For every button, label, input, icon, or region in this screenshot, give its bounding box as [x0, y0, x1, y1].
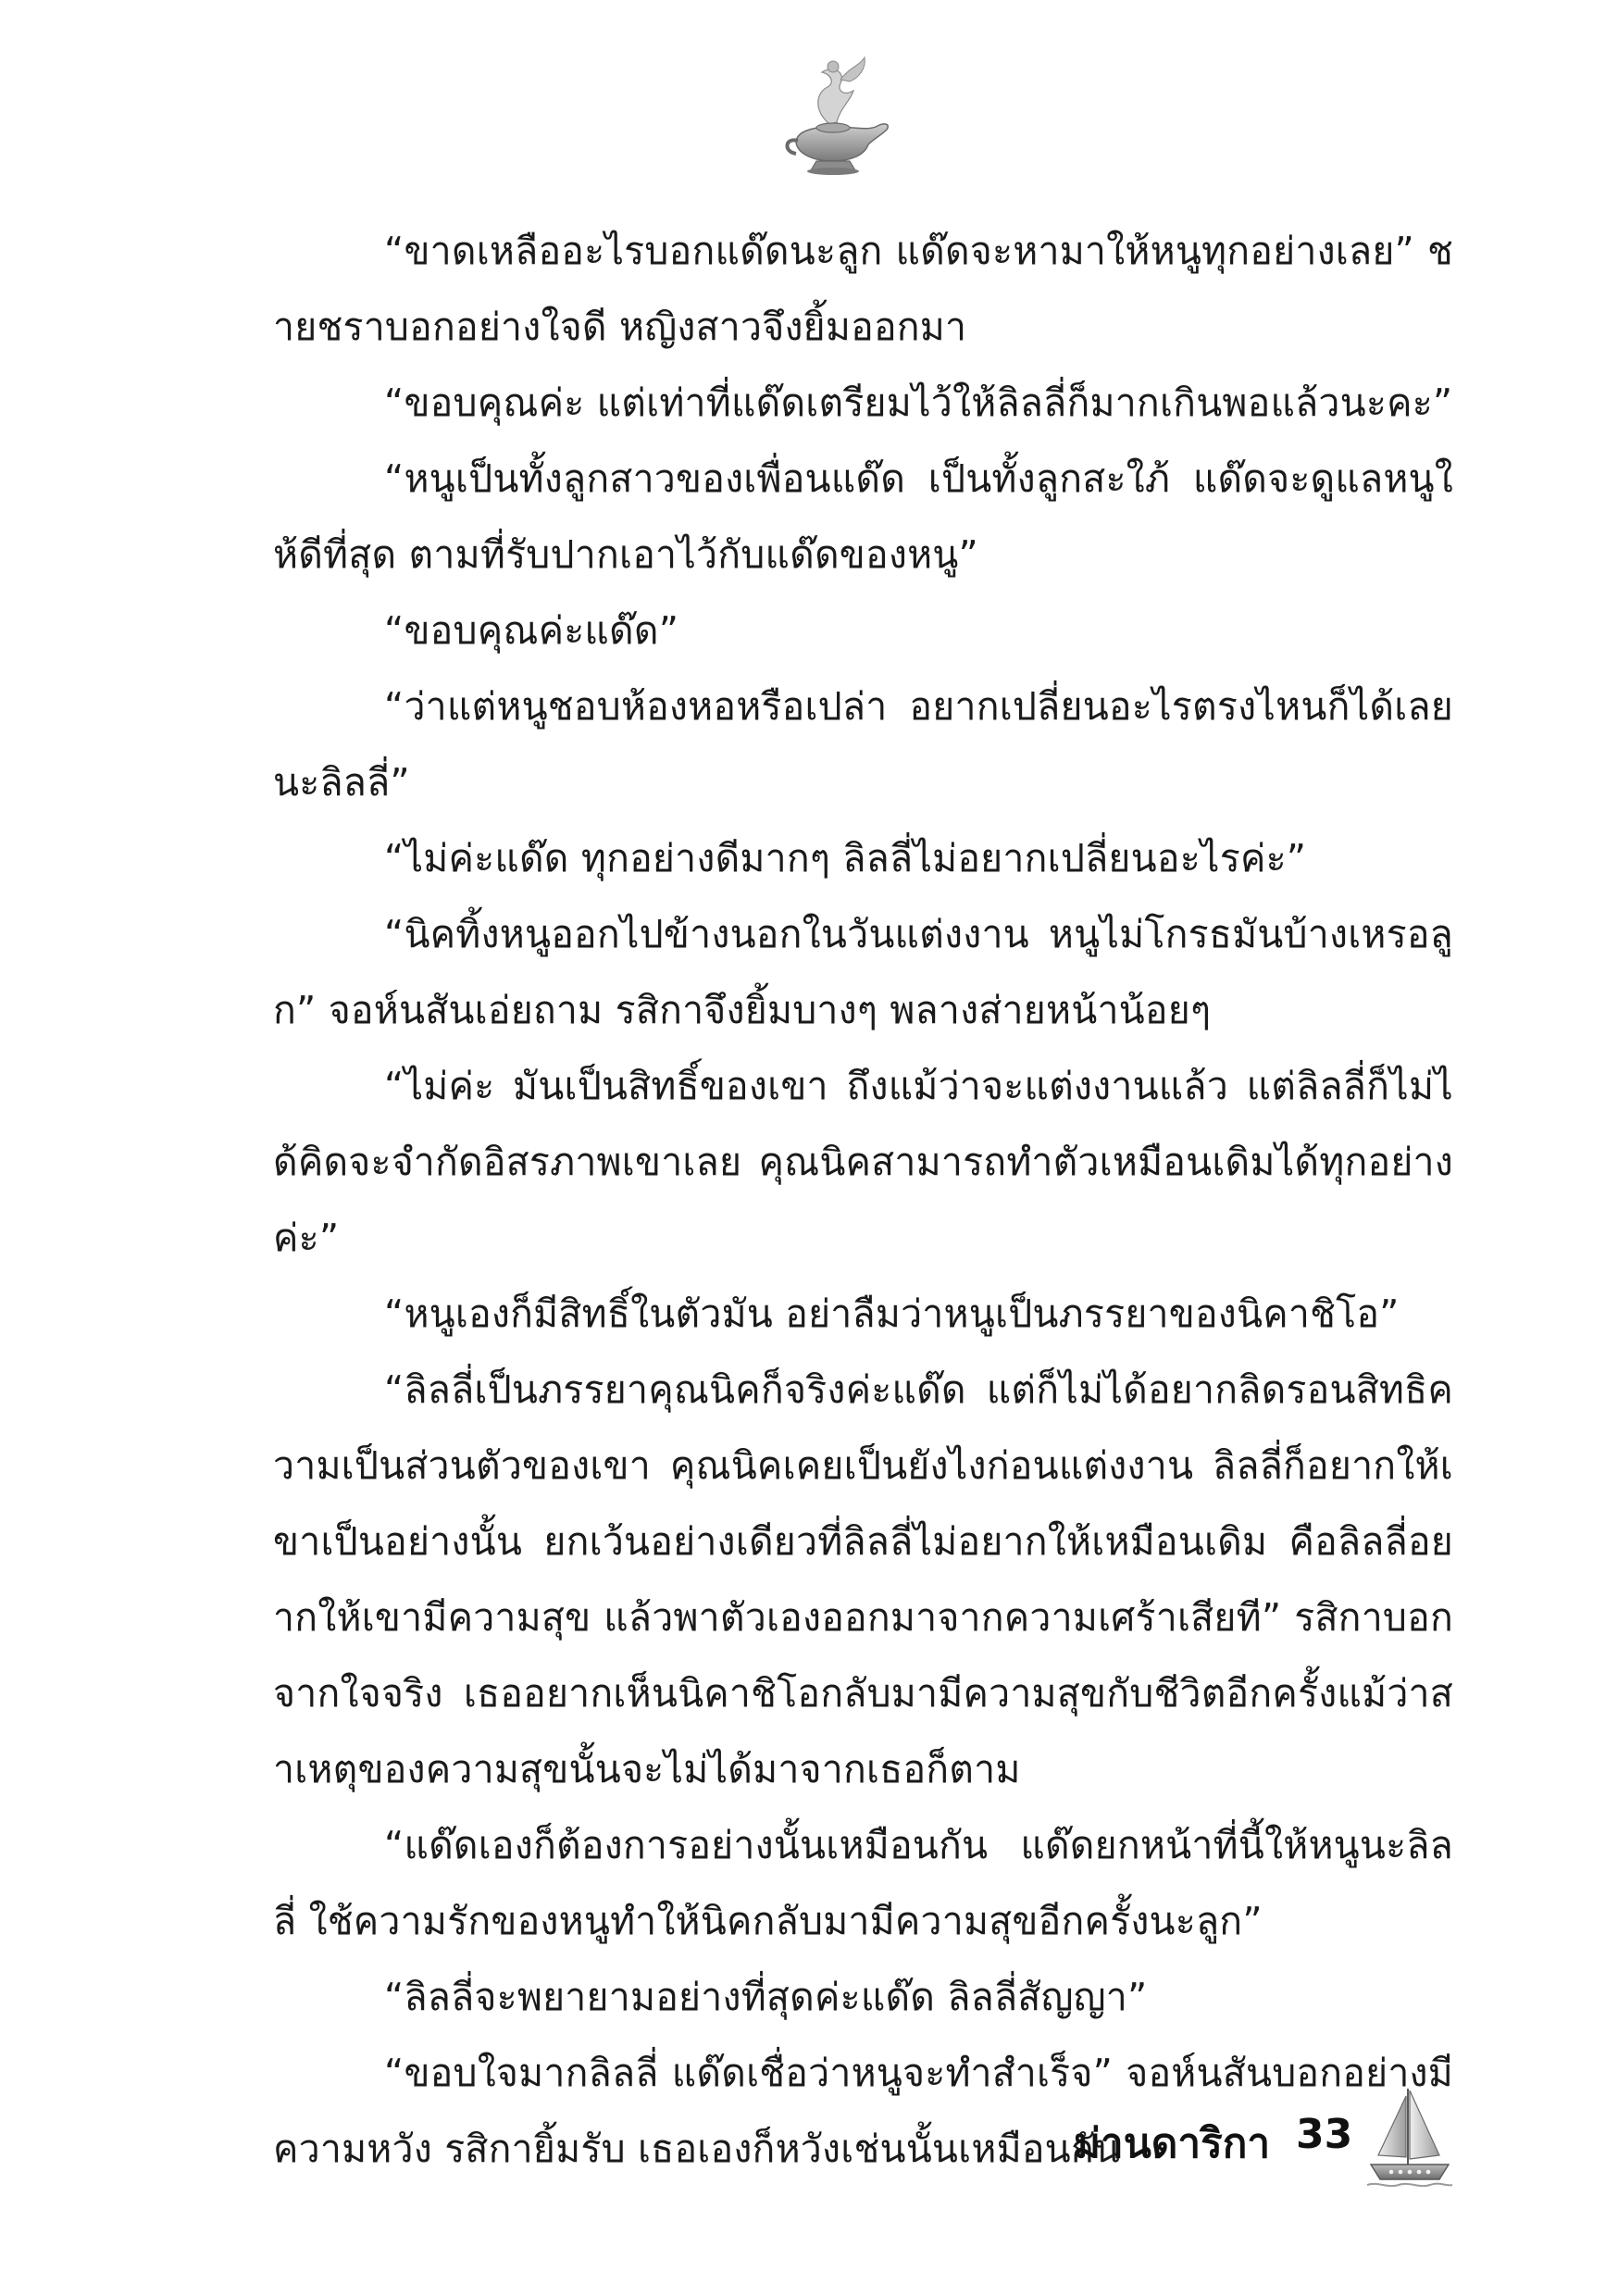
paragraph: “ว่าแต่หนูชอบห้องหอหรือเปล่า อยากเปลี่ยนอะไรตรงไหนก็ได้เลยนะลิลลี่”: [273, 684, 1453, 805]
paragraph: “ลิลลี่เป็นภรรยาคุณนิคก็จริงค่ะแด๊ด แต่ก็ไม่ได้อยากลิดรอนสิทธิความเป็นส่วนตัวของเขา คุณนิคเคยเป็นยังไงก่อนแต่งงาน ลิลลี่ก็อยากให้เขาเป็นอย่างนั้น ยกเว้นอย่างเดียวที่ลิลลี่ไม่อยากให้เหมือนเดิม คือลิลลี่อยากให้เขามีความสุข แล้วพาตัวเองออกมาจากความเศร้าเสียที” รสิกาบอกจากใจจริง เธออยากเห็นนิคาชิโอกลับมามีความสุขกับชีวิตอีกครั้งแม้ว่าสาเหตุของความสุขนั้นจะไม่ได้มาจากเธอก็ตาม: [273, 1367, 1453, 1791]
paragraph: “นิคทิ้งหนูออกไปข้างนอกในวันแต่งงาน หนูไม่โกรธมันบ้างเหรอลูก” จอห์นสันเอ่ยถาม รสิกาจึงยิ้มบางๆ พลางส่ายหน้าน้อยๆ: [273, 912, 1453, 1032]
paragraph: “ไม่ค่ะ มันเป็นสิทธิ์ของเขา ถึงแม้ว่าจะแต่งงานแล้ว แต่ลิลลี่ก็ไม่ได้คิดจะจำกัดอิสรภาพเขาเลย คุณนิคสามารถทำตัวเหมือนเดิมได้ทุกอย่างค่ะ”: [273, 1064, 1453, 1260]
page-footer: [1037, 2083, 1462, 2203]
sailboat-icon: [1365, 2083, 1453, 2194]
paragraph: “หนูเป็นทั้งลูกสาวของเพื่อนแด๊ด เป็นทั้งลูกสะใภ้ แด๊ดจะดูแลหนูให้ดีที่สุด ตามที่รับปากเอาไว้กับแด๊ดของหนู”: [273, 456, 1453, 577]
paragraph: “ขาดเหลืออะไรบอกแด๊ดนะลูก แด๊ดจะหามาให้หนูทุกอย่างเลย” ชายชราบอกอย่างใจดี หญิงสาวจึงยิ้มออกมา: [273, 229, 1453, 349]
genie-lamp-icon: [776, 52, 896, 181]
paragraph: “แด๊ดเองก็ต้องการอย่างนั้นเหมือนกัน แด๊ดยกหน้าที่นี้ให้หนูนะลิลลี่ ใช้ความรักของหนูทำให้นิคกลับมามีความสุขอีกครั้งนะลูก”: [273, 1823, 1453, 1943]
paragraph: “ลิลลี่จะพยายามอย่างที่สุดค่ะแด๊ด ลิลลี่สัญญา”: [384, 1975, 1148, 2019]
paragraph: “ไม่ค่ะแด๊ด ทุกอย่างดีมากๆ ลิลลี่ไม่อยากเปลี่ยนอะไรค่ะ”: [384, 836, 1307, 880]
page-number: 33: [1296, 2111, 1353, 2158]
book-title: ม่านดาริกา: [1074, 2120, 1271, 2167]
body-text: [273, 213, 1453, 2187]
paragraph: “ขอบคุณค่ะ แต่เท่าที่แด๊ดเตรียมไว้ให้ลิลลี่ก็มากเกินพอแล้วนะคะ”: [384, 381, 1453, 425]
paragraph: “ขอบคุณค่ะแด๊ด”: [384, 608, 679, 653]
paragraph: “หนูเองก็มีสิทธิ์ในตัวมัน อย่าลืมว่าหนูเป็นภรรยาของนิคาชิโอ”: [384, 1292, 1400, 1336]
paragraph: “ขอบใจมากลิลลี่ แด๊ดเชื่อว่าหนูจะทำสำเร็จ” จอห์นสันบอกอย่างมีความหวัง รสิกายิ้มรับ เธอเองก็หวังเช่นนั้นเหมือนกัน: [273, 2051, 1453, 2171]
